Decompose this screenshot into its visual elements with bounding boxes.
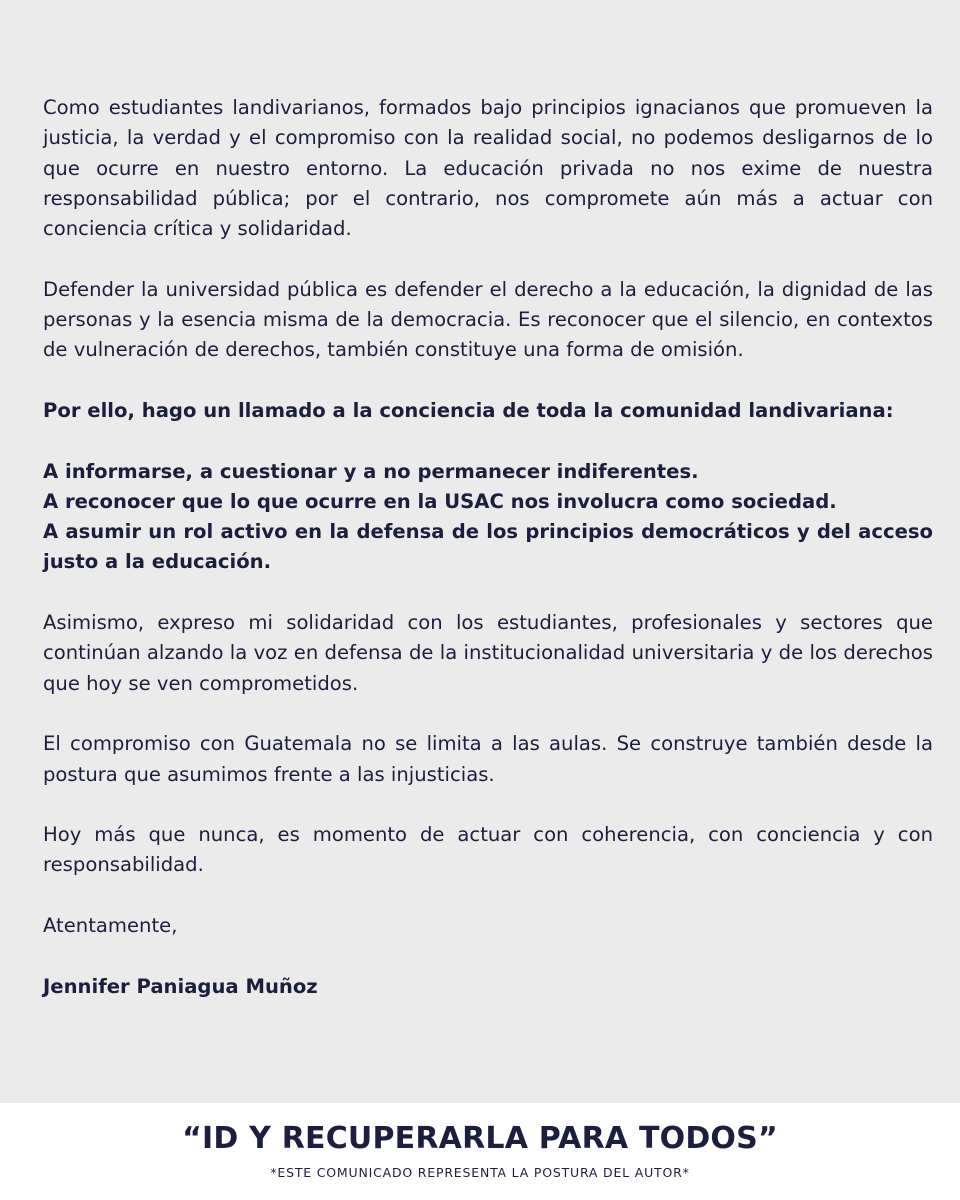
slogan: “ID Y RECUPERARLA PARA TODOS” (182, 1121, 778, 1156)
paragraph-now: Hoy más que nunca, es momento de actuar con coherencia, con conciencia y con responsabilidad. (43, 823, 933, 877)
call-to-action: Por ello, hago un llamado a la conciencia de toda la comunidad landivariana: (43, 398, 894, 422)
footer-banner (0, 1103, 960, 1200)
disclaimer: *ESTE COMUNICADO REPRESENTA LA POSTURA DEL AUTOR* (270, 1165, 690, 1180)
closing: Atentamente, (43, 914, 178, 938)
paragraph-commitment: El compromiso con Guatemala no se limita a las aulas. Se construye también desde la postura que asumimos frente a las injusticias. (43, 732, 933, 786)
call-item: A asumir un rol activo en la defensa de los principios democráticos y del acceso justo a la educación. (43, 520, 933, 574)
signature: Jennifer Paniagua Muñoz (43, 974, 318, 998)
call-list (43, 457, 933, 578)
paragraph-solidarity: Asimismo, expreso mi solidaridad con los estudiantes, profesionales y sectores que continúan alzando la voz en defensa de la institucionalidad universitaria y de los derechos que hoy se ven comprometidos. (43, 611, 933, 695)
call-item: A reconocer que lo que ocurre en la USAC nos involucra como sociedad. (43, 489, 837, 513)
paragraph-intro: Como estudiantes landivarianos, formados bajo principios ignacianos que promueven la justicia, la verdad y el compromiso con la realidad social, no podemos desligarnos de lo que ocurre en nuestro entorno. La educación privada no nos exime de nuestra responsabilidad pública; por el contrario, nos compromete aún más a actuar con conciencia crítica y solidaridad. (43, 96, 933, 241)
call-item: A informarse, a cuestionar y a no permanecer indiferentes. (43, 459, 699, 483)
paragraph-defense: Defender la universidad pública es defender el derecho a la educación, la dignidad de las personas y la esencia misma de la democracia. Es reconocer que el silencio, en contextos de vulneración de derechos, también constituye una forma de omisión. (43, 277, 933, 362)
letter-body (43, 93, 933, 1032)
